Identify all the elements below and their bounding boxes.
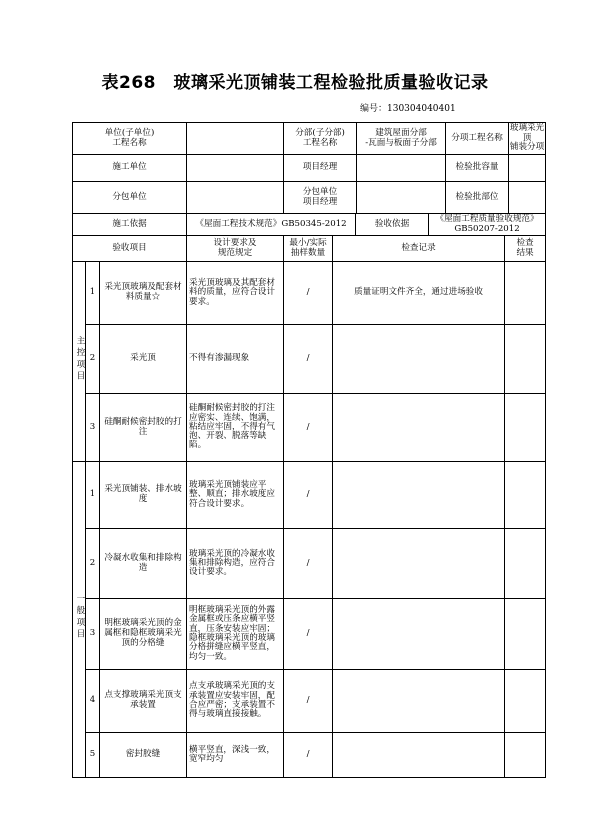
division-item-group xyxy=(284,123,546,155)
main-control-sampling: / xyxy=(284,325,333,394)
col-header-requirement: 设计要求及 规范规定 xyxy=(187,236,284,262)
general-sampling: / xyxy=(284,599,333,670)
general-row-number: 3 xyxy=(86,599,100,670)
general-result xyxy=(505,670,546,733)
main-control-result xyxy=(505,325,546,394)
project-manager-label-group xyxy=(284,155,546,182)
general-record xyxy=(333,670,505,733)
sub-manager-label-group xyxy=(284,182,546,214)
main-control-item: 采光顶玻璃及配套材料质量☆ xyxy=(100,262,187,325)
basis-cells xyxy=(187,214,545,235)
general-record xyxy=(333,733,505,778)
main-control-requirement: 硅酮耐候密封胶的打注应密实、连续、饱满，粘结应牢固，不得有气泡、开裂、脱落等缺陷。 xyxy=(187,394,284,462)
main-control-label-text: 主控项目 xyxy=(74,336,85,383)
batch-part-value xyxy=(509,182,545,213)
acceptance-basis-label: 验收依据 xyxy=(356,214,429,235)
general-record xyxy=(333,599,505,670)
general-row-number: 5 xyxy=(86,733,100,778)
unit-name-value xyxy=(187,123,284,155)
batch-capacity-value xyxy=(509,155,545,181)
subcontractor-label-value xyxy=(187,182,284,214)
general-item: 冷凝水收集和排除构造 xyxy=(100,529,187,599)
sub-manager-label: 分包单位 项目经理 xyxy=(284,182,357,213)
general-sampling: / xyxy=(284,529,333,599)
subcontractor-label: 分包单位 xyxy=(73,182,187,214)
constructor-label: 施工单位 xyxy=(73,155,187,182)
general-result xyxy=(505,733,546,778)
acceptance-basis-value: 《屋面工程质量验收规范》 GB50207-2012 xyxy=(435,214,539,234)
general-sampling: / xyxy=(284,670,333,733)
record-number: 编号：130304040401 xyxy=(360,104,456,114)
main-control-label xyxy=(73,262,86,462)
page-title: 表268 玻璃采光顶铺装工程检验批质量验收记录 xyxy=(101,73,489,93)
general-record xyxy=(333,529,505,599)
batch-capacity-label: 检验批容量 xyxy=(446,155,509,181)
construction-basis-value: 《屋面工程技术规范》GB50345-2012 xyxy=(187,214,356,235)
col-header-record: 检查记录 xyxy=(333,236,505,262)
division-item-cells xyxy=(284,123,545,154)
item-name-label: 分项工程名称 xyxy=(446,123,509,154)
sub-manager-label-cells xyxy=(284,182,545,213)
general-item: 密封胶缝 xyxy=(100,733,187,778)
col-header-result: 检查 结果 xyxy=(505,236,546,262)
main-control-record: 质量证明文件齐全，通过进场验收 xyxy=(333,262,505,325)
main-control-row-number: 1 xyxy=(86,262,100,325)
main-control-record xyxy=(333,325,505,394)
sub-manager-label-value xyxy=(357,182,446,213)
main-control-record xyxy=(333,394,505,462)
main-control-row-number: 3 xyxy=(86,394,100,462)
col-header-item: 验收项目 xyxy=(73,236,187,262)
constructor-label-value xyxy=(187,155,284,182)
col-header-sampling: 最小/实际 抽样数量 xyxy=(284,236,333,262)
unit-name-label: 单位(子单位) 工程名称 xyxy=(73,123,187,155)
basis-group xyxy=(187,214,546,236)
general-item: 采光顶铺装、排水坡度 xyxy=(100,462,187,529)
division-name-label: 分部(子分部) 工程名称 xyxy=(284,123,357,154)
general-requirement: 玻璃采光顶的冷凝水收集和排除构造，应符合设计要求。 xyxy=(187,529,284,599)
main-control-sampling: / xyxy=(284,262,333,325)
construction-basis-label: 施工依据 xyxy=(73,214,187,236)
general-item: 点支撑玻璃采光顶支承装置 xyxy=(100,670,187,733)
main-control-item: 硅酮耐候密封胶的打注 xyxy=(100,394,187,462)
item-name-value: 玻璃采光顶 铺装分项 xyxy=(509,122,545,153)
general-requirement: 横平竖直，深浅一致，宽窄均匀 xyxy=(187,733,284,778)
division-name-value: 建筑屋面分部 -瓦面与板面子分部 xyxy=(357,123,446,154)
general-requirement: 明框玻璃采光顶的外露金属框或压条应横平竖直，压条安装应牢固；隐框玻璃采光顶的玻璃分格拼缝应横平竖直，均匀一致。 xyxy=(187,599,284,670)
main-control-result xyxy=(505,262,546,325)
main-control-requirement: 采光顶玻璃及其配套材料的质量，应符合设计要求。 xyxy=(187,262,284,325)
general-requirement: 点支承玻璃采光顶的支承装置应安装牢固，配合应严密；支承装置不得与玻璃直接接触。 xyxy=(187,670,284,733)
general-row-number: 4 xyxy=(86,670,100,733)
main-control-item: 采光顶 xyxy=(100,325,187,394)
main-control-row-number: 2 xyxy=(86,325,100,394)
general-sampling: / xyxy=(284,462,333,529)
general-result xyxy=(505,529,546,599)
main-control-requirement: 不得有渗漏现象 xyxy=(187,325,284,394)
general-item: 明框玻璃采光顶的金属框和隐框玻璃采光顶的分格缝 xyxy=(100,599,187,670)
general-row-number: 1 xyxy=(86,462,100,529)
main-control-sampling: / xyxy=(284,394,333,462)
general-sampling: / xyxy=(284,733,333,778)
general-label xyxy=(73,462,86,778)
batch-part-label: 检验批部位 xyxy=(446,182,509,213)
general-result xyxy=(505,462,546,529)
project-manager-label-value xyxy=(357,155,446,181)
general-row-number: 2 xyxy=(86,529,100,599)
general-label-text: 一般项目 xyxy=(74,594,85,641)
inspection-record-table xyxy=(72,122,546,778)
general-result xyxy=(505,599,546,670)
project-manager-label-cells xyxy=(284,155,545,181)
project-manager-label: 项目经理 xyxy=(284,155,357,181)
general-requirement: 玻璃采光顶铺装应平整、顺直；排水坡度应符合设计要求。 xyxy=(187,462,284,529)
general-record xyxy=(333,462,505,529)
main-control-result xyxy=(505,394,546,462)
